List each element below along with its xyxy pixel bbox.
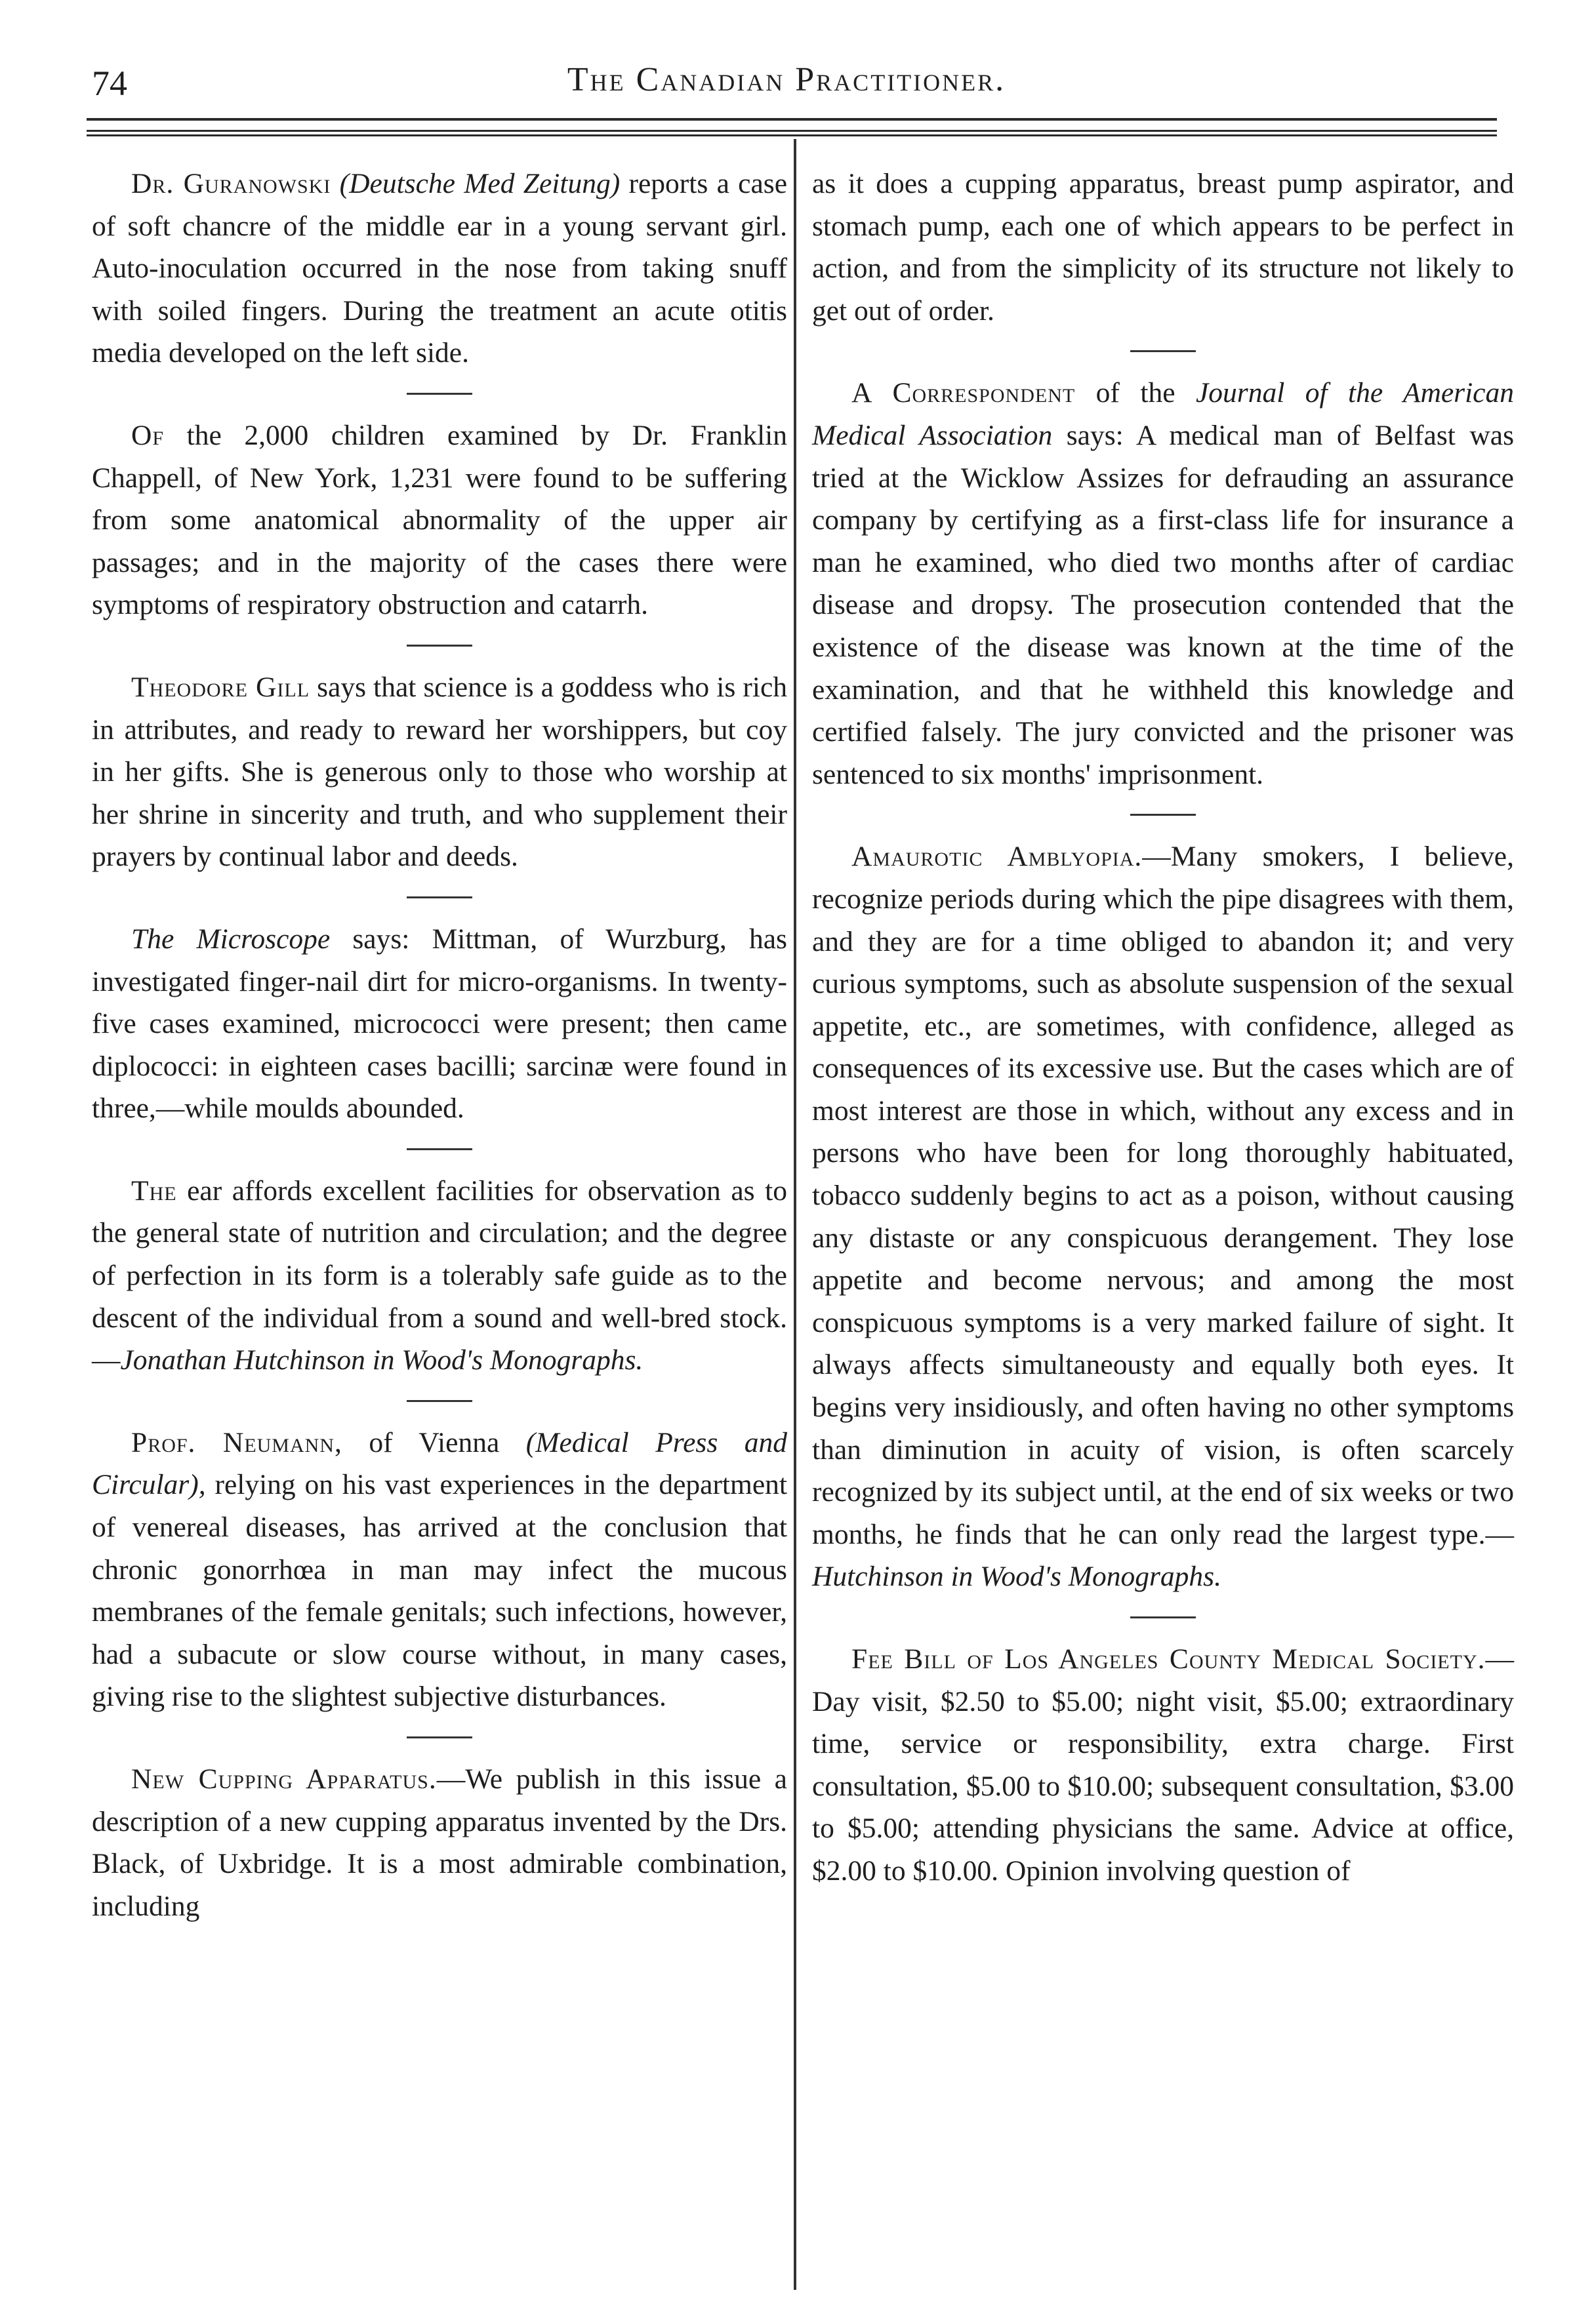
article-neumann [92, 1422, 787, 1718]
article-cupping-apparatus-continued [812, 163, 1514, 332]
article-theodore-gill [92, 666, 787, 878]
article-body: —Many smokers, I believe, recognize periods during which the pipe disagrees with them, and they are for a time obliged to abandon it; and very curious symptoms, such as absolute suspension of the sexual appetite, etc., are sometimes, with confidence, alleged as consequences of its excessive use. But the cases which are of most interest are those in which, without any excess and in persons who have been for long thoroughly habituated, tobacco suddenly begins to act as a poison, without causing any distaste or any conspicuous derangement. They lose appetite and become nervous; and among the most conspicuous symptoms is a very marked failure of sight. It always affects simultaneousty and equally both eyes. It begins very insidiously, and often having no other symptoms than diminution in acuity of vision, is often scarcely recognized by its subject until, at the end of six weeks or two months, he finds that he can only read the largest type.— [812, 841, 1514, 1550]
left-column [92, 163, 787, 1927]
article-lead: Amaurotic Amblyopia. [851, 841, 1143, 873]
article-children-examined [92, 414, 787, 626]
article-amaurotic-amblyopia [812, 835, 1514, 1598]
article-guranowski [92, 163, 787, 374]
page-header [0, 0, 1573, 131]
section-separator [407, 393, 472, 395]
section-separator [407, 1148, 472, 1150]
header-rule [87, 118, 1497, 121]
section-separator [407, 896, 472, 898]
article-source: Journal of the American Medical Association [812, 377, 1514, 451]
section-separator [1130, 814, 1196, 816]
article-body: of Vienna [342, 1426, 526, 1458]
article-citation: Hutchinson in Wood's Monographs. [812, 1561, 1221, 1593]
article-body: of the [1075, 377, 1196, 409]
article-lead: Prof. Neumann, [131, 1426, 342, 1458]
section-separator [407, 1736, 472, 1738]
header-double-rule [87, 130, 1497, 136]
article-lead: Fee Bill of Los Angeles County Medical Society. [851, 1643, 1486, 1675]
section-separator [1130, 1616, 1196, 1618]
article-fee-bill [812, 1638, 1514, 1893]
article-correspondent [812, 372, 1514, 795]
article-citation: Jonathan Hutchinson in Wood's Monographs. [120, 1344, 644, 1376]
article-body: —Day visit, $2.50 to $5.00; night visit, $5.00; extraordinary time, service or responsibility, extra charge. First consultation, $5.00 to $10.00; subsequent consultation, $3.00 to $5.00; attending physicians the same. Advice at office, $2.00 to $10.00. Opinion involving question of [812, 1643, 1514, 1887]
article-microscope [92, 918, 787, 1130]
article-cupping-apparatus [92, 1758, 787, 1927]
article-body: says: Mittman, of Wurzburg, has investigated finger-nail dirt for micro-organisms. In twenty-five cases examined, micrococci were present; then came diplococci: in eighteen cases bacilli; sarcinæ were found in three,—while moulds abounded. [92, 923, 787, 1125]
section-separator [407, 1400, 472, 1402]
article-lead: The [131, 1174, 177, 1207]
right-column [812, 163, 1514, 1893]
article-lead: New Cupping Apparatus. [131, 1763, 437, 1795]
article-source: (Deutsche Med Zeitung) [339, 168, 621, 199]
article-body: relying on his vast experiences in the department of venereal diseases, has arrived at the conclusion that chronic gonorrhœa in man may infect the mucous membranes of the female genitals; such infections, however, had a subacute or slow course without, in many cases, giving rise to the slightest subjective disturbances. [92, 1469, 787, 1713]
article-ear [92, 1170, 787, 1382]
article-body: the 2,000 children examined by Dr. Franklin Chappell, of New York, 1,231 were found to be suffering from some anatomical abnormality of the upper air passages; and in the majority of the cases there were symptoms of respiratory obstruction and catarrh. [92, 419, 787, 621]
article-lead: Of [131, 419, 165, 451]
article-lead: A Correspondent [851, 377, 1076, 409]
running-title: The Canadian Practitioner. [567, 61, 1006, 98]
article-source: The Microscope [131, 923, 331, 955]
article-source: (Medical Press and Circular), [92, 1426, 787, 1501]
article-lead: Dr. Guranowski [131, 168, 331, 199]
article-lead: Theodore Gill [131, 671, 310, 703]
article-body: —We publish in this issue a description of a new cupping apparatus invented by the Drs. Black, of Uxbridge. It is a most admirable combination, including [92, 1763, 787, 1922]
column-divider [794, 139, 796, 2290]
section-separator [1130, 350, 1196, 352]
page-number: 74 [92, 64, 127, 103]
article-body: as it does a cupping apparatus, breast pump aspirator, and stomach pump, each one of which appears to be perfect in action, and from the simplicity of its structure not likely to get out of order. [812, 168, 1514, 327]
article-body: says that science is a goddess who is rich in attributes, and ready to reward her worshippers, but coy in her gifts. She is generous only to those who worship at her shrine in sincerity and truth, and who supplement their prayers by continual labor and deeds. [92, 671, 788, 873]
section-separator [407, 645, 472, 647]
article-body: ear affords excellent facilities for observation as to the general state of nutrition and circulation; and the degree of perfection in its form is a tolerably safe guide as to the descent of the individual from a sound and well-bred stock.— [92, 1174, 787, 1376]
article-body: says: A medical man of Belfast was tried at the Wicklow Assizes for defrauding an assurance company by certifying as a first-class life for insurance a man he examined, who died two months after of cardiac disease and dropsy. The prosecution contended that the existence of the disease was known at the time of the examination, and that he withheld this knowledge and certified falsely. The jury convicted and the prisoner was sentenced to six months' imprisonment. [812, 419, 1514, 790]
article-body: reports a case of soft chancre of the middle ear in a young servant girl. Auto-inoculation occurred in the nose from taking snuff with soiled fingers. During the treatment an acute otitis media developed on the left side. [92, 168, 788, 369]
